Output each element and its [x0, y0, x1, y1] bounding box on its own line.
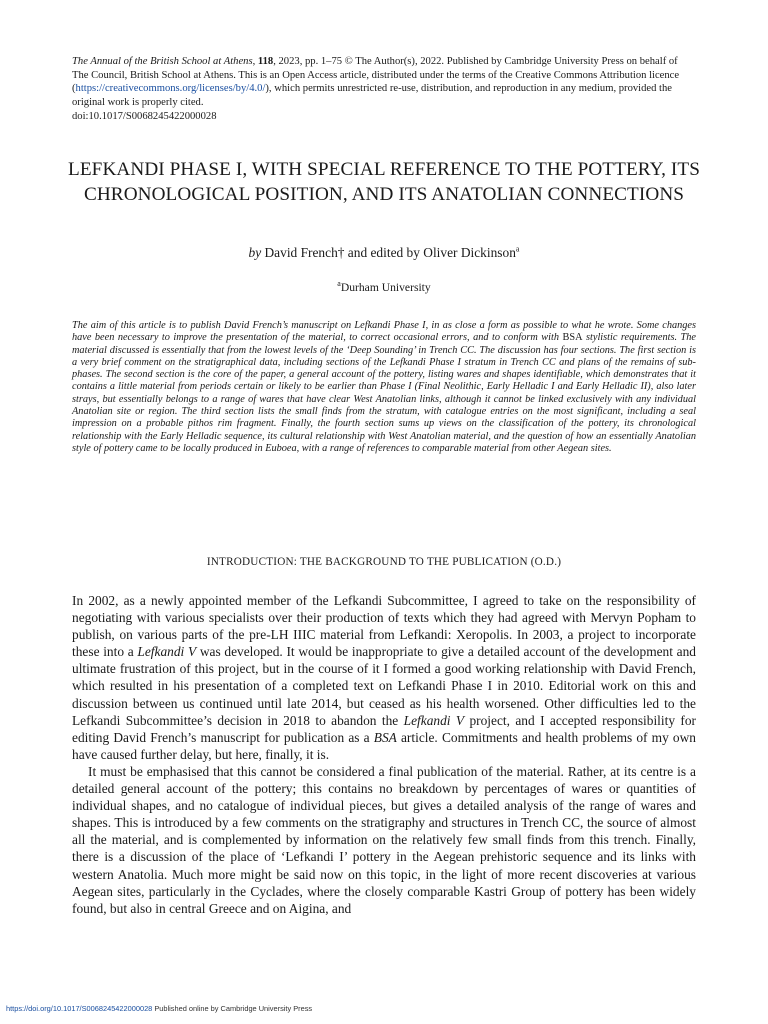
- body-paragraph-1: [72, 592, 696, 763]
- p1-bsa: BSA: [373, 729, 397, 745]
- article-title: LEFKANDI PHASE I, WITH SPECIAL REFERENCE TO THE POTTERY, ITS CHRONOLOGICAL POSITION, AND ITS ANATOLIAN CONNECTIONS: [68, 159, 700, 205]
- p1-text-c: project, and I accepted responsibility for editing David French’s manuscript for publication as a: [72, 712, 697, 745]
- section-heading-introduction: INTRODUCTION: THE BACKGROUND TO THE PUBLICATION (O.D.): [206, 556, 562, 568]
- footer-published: Published online by Cambridge University Press: [152, 1004, 313, 1013]
- abstract-text-1: The aim of this article is to publish David French’s manuscript on Lefkandi Phase I, in as close a form as possible to what he wrote. Some changes have been necessary to improve the presentation of the material, to correct occasional errors, and to conform with: [72, 320, 696, 344]
- journal-volume: 118: [257, 56, 274, 67]
- author-affiliation: [60, 280, 708, 295]
- footer-doi-link[interactable]: https://doi.org/10.1017/S0068245422000028: [6, 1004, 153, 1013]
- journal-name: The Annual of the British School at Athens: [72, 56, 253, 67]
- article-doi: doi:10.1017/S0068245422000028: [72, 110, 217, 122]
- byline-by: by: [248, 245, 262, 260]
- p1-text-b: was developed. It would be inappropriate to give a detailed account of the development and ultimate frustration of this project, but in the course of it I formed a good working relationship with David French, which resulted in his presentation of a completed text on Lefkandi Phase I in 2010. Editorial work on this and discussion between us continued until late 2014, but ceased as his health worsened. Other difficulties led to the Lefkandi Subcommittee’s decision in 2018 to abandon the: [72, 644, 696, 728]
- body-paragraph-2: It must be emphasised that this cannot be considered a final publication of the material. Rather, at its centre is a detailed general account of the pottery; this contains no breakdown by percentages of wares or quantities of individual shapes, and no catalogue of individual pieces, but gives a detailed analysis of the range of wares and shapes. This is introduced by a few comments on the stratigraphy and structures in Trench CC, the source of almost all the material, and is complemented by information on the relatively few small finds from this trench. Finally, there is a discussion of the place of ‘Lefkandi I’ pottery in the Aegean prehistoric sequence and its links with western Anatolia. Much more might be said now on this topic, in the light of more recent discoveries at various Aegean sites, particularly in the Cyclades, where the closely comparable Kastri Group of pottery has been widely found, but also in central Greece and on Aigina, and: [72, 763, 696, 916]
- p1-lefkandi-v-2: Lefkandi V: [403, 712, 465, 728]
- byline-authors: David French† and edited by Oliver Dickinson: [261, 245, 516, 260]
- article-byline: [60, 244, 708, 262]
- licence-link[interactable]: https://creativecommons.org/licenses/by/4.0/: [75, 83, 266, 95]
- p1-text-d: article. Commitments and health problems of my own have caused further delay, but here, finally, it is.: [72, 729, 696, 762]
- p1-lefkandi-v: Lefkandi V: [137, 644, 197, 660]
- abstract-text-2: stylistic requirements. The material discussed is essentially that from the lowest levels of the ‘Deep Sounding’ in Trench CC. The discussion has four sections. The first section is a very brief comment on the stratigraphical data, including sections of the Lefkandi Phase I stratum in Trench CC and plans of the remains of sub-phases. The second section is the core of the paper, a general account of the pottery, listing wares and shapes identifiable, which demonstrates that it contains a little material from periods certain or likely to be earlier than Phase I (Final Neolithic, Early Helladic I and Early Helladic II), also later strays, but essentially belongs to a range of wares that have clear West Anatolian links, although it cannot be linked exclusively with any individual Anatolian site or region. The third section lists the small finds from the stratum, with catalogue entries on the most significant, including a seal impression on a probable pithos rim fragment. Finally, the fourth section sums up views on the classification of the pottery, its chronological relationship with the Early Helladic sequence, its cultural relationship with West Anatolian material, and the question of how an essentially Anatolian style of pottery came to be locally produced in Euboea, with a range of references to comparable material from other Aegean sites.: [72, 332, 696, 454]
- body-text: [72, 592, 696, 917]
- publication-details-end: ), which permits unrestricted re-use, distribution, and reproduction in any medium, provided the original work is properly cited.: [72, 83, 672, 109]
- page-footer: [6, 1004, 746, 1014]
- affiliation-mark: a: [337, 279, 341, 289]
- abstract-bsa: BSA: [562, 332, 583, 344]
- p1-text-a: In 2002, as a newly appointed member of the Lefkandi Subcommittee, I agreed to take on the responsibility of negotiating with various specialists over their production of texts which they had agreed with Mervyn Popham to publish, on various parts of the pre-LH IIIC material from Lefkandi: Xeropolis. In 2003, a project to incorporate these into a: [72, 593, 696, 660]
- affiliation-name: Durham University: [340, 281, 431, 294]
- byline-affiliation-mark: a: [515, 244, 520, 254]
- journal-header-note: The Annual of the British School at Athens, 118, 2023, pp. 1–75 © The Author(s), 2022. Published by Cambridge University Press on behalf of The Council, British School at Athens. This is an Open Access article, distributed under the terms of the Creative Commons Attribution licence (https://creativecommons.org/licenses/by/4.0/), which permits unrestricted re-use, distribution, and reproduction in any medium, provided the original work is properly cited. doi:10.1017/S0068245422000028: [72, 56, 680, 122]
- publication-details: , 2023, pp. 1–75 © The Author(s), 2022. Published by Cambridge University Press on behalf of The Council, British School at Athens. This is an Open Access article, distributed under the terms of the Creative Commons Attribution licence (: [72, 56, 680, 95]
- article-abstract: [72, 320, 696, 455]
